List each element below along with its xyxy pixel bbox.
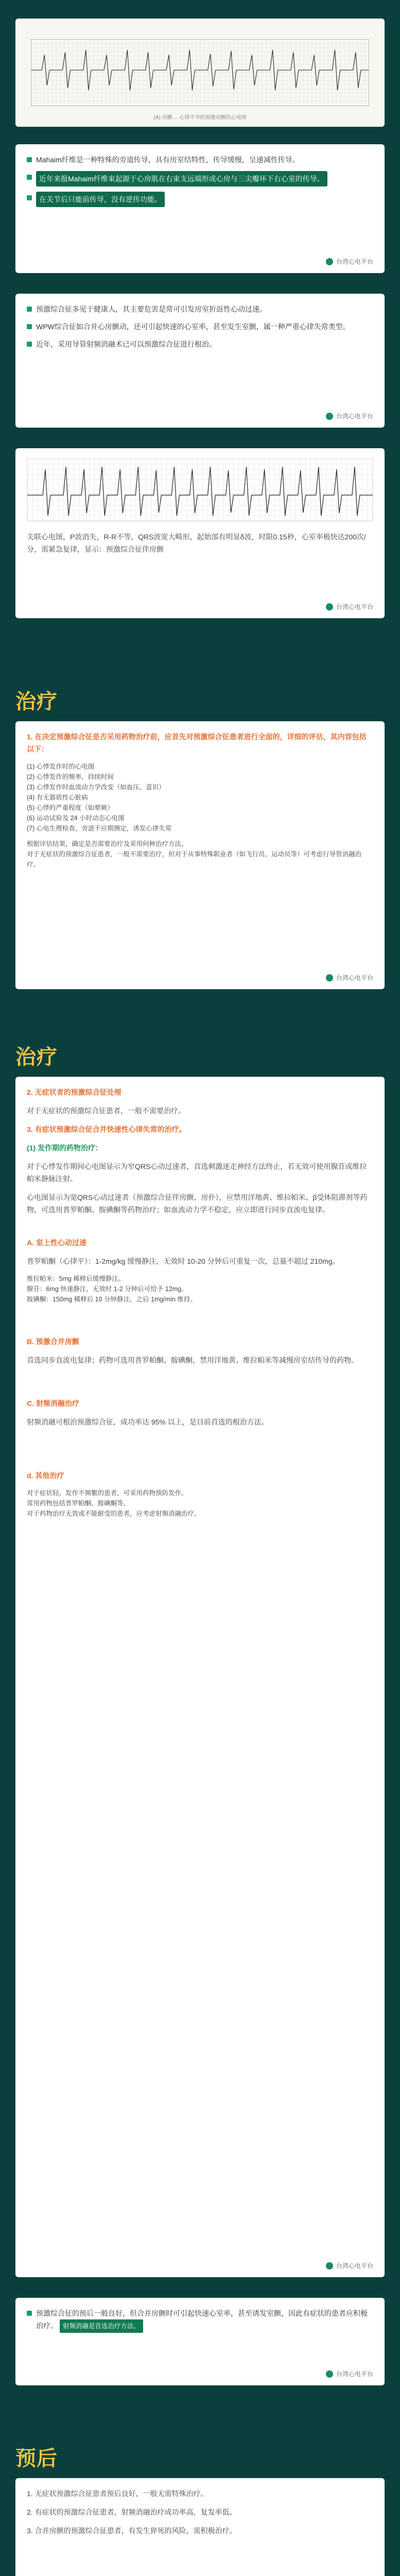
ecg-image — [15, 19, 385, 127]
footer-brand: 台湾心电平台 — [326, 2369, 373, 2378]
bullet-item: 预激综合征的预后一般良好，但合并房颤时可引起快速心室率，甚至诱发室颤，因此有症状的患者应积极治疗。 射频消融是首选治疗方法。 — [27, 2307, 373, 2333]
card-clinical — [15, 294, 385, 428]
section-title-treatment: 治疗 — [15, 690, 58, 713]
bullet-icon — [27, 157, 32, 162]
eval-item: (1) 心悸发作时的心电图 — [27, 763, 95, 770]
eval-item: 对于无症状的预激综合征患者，一般不需要治疗，但对于从事特殊职业者（如飞行员、运动员等）可考虑行导管消融治疗。 — [27, 851, 362, 868]
treatment-line: 常用药物包括普罗帕酮、胺碘酮等。 — [27, 1500, 130, 1507]
drug-line: 维拉帕米：5mg 稀释后缓慢静注。 — [27, 1275, 125, 1282]
footer-brand: 台湾心电平台 — [326, 2261, 373, 2270]
bullet-item: 预激综合征多见于健康人，其主要危害是常可引发房室折返性心动过速。 — [27, 303, 373, 315]
eval-item: (5) 心悸的严重程度（如晕厥） — [27, 804, 114, 811]
section-title-prognosis: 预后 — [15, 2447, 58, 2470]
card-summary — [15, 2298, 385, 2385]
ecg-strip-wave — [27, 459, 373, 521]
bullet-item: 在关节后只能前传导，没有逆传功能。 — [27, 192, 373, 207]
eval-item: (7) 心电生理检查，旁道不应期测定，诱发心律失常 — [27, 825, 172, 832]
prognosis-line: 2. 有症状的预激综合征患者，射频消融治疗成功率高，复发率低。 — [27, 2508, 237, 2516]
eval-item: (6) 运动试验及 24 小时动态心电图 — [27, 815, 125, 822]
eval-item: 根据评估结果，确定是否需要治疗及采用何种治疗方法。 — [27, 840, 188, 848]
eval-item: (3) 心悸发作时血流动力学改变（如血压、意识） — [27, 784, 165, 791]
prognosis-line: 3. 合并房颤的预激综合征患者，有发生猝死的风险，需积极治疗。 — [27, 2527, 237, 2535]
ecg-description: 关联心电图，P波消失，R-R不等，QRS波宽大畸形，起始部有明显δ波，时限0.15秒，心室率极快达200次/分，需紧急复律，显示：预激综合征伴房颤 — [27, 533, 366, 553]
brand-icon — [326, 413, 333, 420]
bullet-item: 近年来报Mahaim纤维束起源于心房肌在右束支远端形成心房与三尖瓣环下右心室的传导。 — [27, 171, 373, 187]
drug-line: 腺苷：6mg 快速静注，无效时 1-2 分钟后可给予 12mg。 — [27, 1285, 188, 1293]
subheading: 2. 无症状者的预激综合征处理 — [27, 1088, 121, 1096]
footer-brand: 台湾心电平台 — [326, 257, 373, 266]
drug-line: 胺碘酮：150mg 稀释后 10 分钟静注，之后 1mg/min 维持。 — [27, 1296, 197, 1303]
subheading: 3. 有症状预激综合征合并快速性心律失常的治疗。 — [27, 1125, 186, 1133]
brand-icon — [326, 258, 333, 265]
card-treatment-detail — [15, 1077, 385, 2277]
brand-icon — [326, 603, 333, 611]
paragraph: 首选同步直流电复律；药物可选用普罗帕酮、胺碘酮，禁用洋地黄、维拉帕米等减慢房室结传导的药物。 — [27, 1356, 358, 1364]
paragraph: 对于无症状的预激综合征患者，一般不需要治疗。 — [27, 1107, 185, 1115]
bullet-item: 近年，采用导管射频消融术已可以预激综合征进行根治。 — [27, 338, 373, 350]
paragraph: 对于心悸发作期间心电图显示为窄QRS心动过速者，首选刺激迷走神经方法终止，若无效可使用腺苷或维拉帕米静脉注射。 — [27, 1162, 367, 1183]
ecg-grid — [31, 39, 369, 106]
bullet-item: Mahaim纤维是一种特殊的旁道传导，具有房室结特性，传导缓慢，呈递减性传导。 — [27, 154, 373, 166]
subheading: (1) 发作期的药物治疗： — [27, 1144, 102, 1152]
subheading: C. 射频消融治疗 — [27, 1399, 79, 1408]
section-title-treatment-2: 治疗 — [15, 1045, 58, 1069]
card-treatment-eval — [15, 721, 385, 989]
subheading: A. 室上性心动过速 — [27, 1239, 86, 1247]
treatment-line: 对于药物治疗无效或不能耐受的患者，应考虑射频消融治疗。 — [27, 1510, 201, 1517]
card-prognosis — [15, 2478, 385, 2576]
brand-icon — [326, 2262, 333, 2269]
figure-caption: (A) 房颤 ... 心律不齐的预激房颤的心电图 — [153, 115, 247, 121]
subheading: d. 其他治疗 — [27, 1471, 64, 1480]
footer-brand: 台湾心电平台 — [326, 412, 373, 420]
ecg-wave — [31, 40, 369, 106]
paragraph: 心电图显示为宽QRS心动过速者（预激综合征伴房颤、房扑），应禁用洋地黄、维拉帕米、β受体阻滞剂等药物，可选用普罗帕酮、胺碘酮等药物治疗；如血流动力学不稳定，应立即进行同步直流电复律。 — [27, 1193, 368, 1214]
treatment-line: 对于症状轻、发作不频繁的患者，可采用药物预防发作。 — [27, 1489, 188, 1497]
eval-item: (4) 有无器质性心脏病 — [27, 794, 88, 801]
bullet-icon — [27, 195, 32, 200]
treatment-heading: 1. 在决定预激综合征是否采用药物治疗前，应首先对预激综合征患者进行全面的，详细的评估，其内容包括以下： — [27, 733, 367, 753]
footer-brand: 台湾心电平台 — [326, 973, 373, 982]
footer-brand: 台湾心电平台 — [326, 602, 373, 611]
paragraph: 射频消融可根治预激综合征，成功率达 95% 以上，是目前首选的根治方法。 — [27, 1418, 269, 1426]
bullet-icon — [27, 307, 32, 312]
bullet-icon — [27, 2311, 32, 2316]
ecg-strip — [27, 459, 373, 521]
brand-icon — [326, 2370, 333, 2378]
paragraph: 普罗帕酮（心律平）：1-2mg/kg 缓慢静注，无效时 10-20 分钟后可重复一次，总量不超过 210mg。 — [27, 1257, 340, 1265]
eval-item: (2) 心悸发作的频率，持续时间 — [27, 773, 114, 781]
subheading: B. 预激合并房颤 — [27, 1337, 79, 1346]
bullet-icon — [27, 342, 32, 347]
figure-card — [15, 19, 385, 127]
highlight-tag: 射频消融是首选治疗方法。 — [60, 2319, 143, 2333]
bullet-item: WPW综合征如合并心房颤动，还可引起快速的心室率，甚至发生室颤，属一种严重心律失常类型。 — [27, 320, 373, 333]
prognosis-line: 1. 无症状预激综合征患者预后良好，一般无需特殊治疗。 — [27, 2489, 208, 2498]
bullet-icon — [27, 324, 32, 329]
card-mahaim — [15, 144, 385, 273]
bullet-icon — [27, 175, 32, 180]
card-ecg — [15, 448, 385, 618]
brand-icon — [326, 974, 333, 981]
